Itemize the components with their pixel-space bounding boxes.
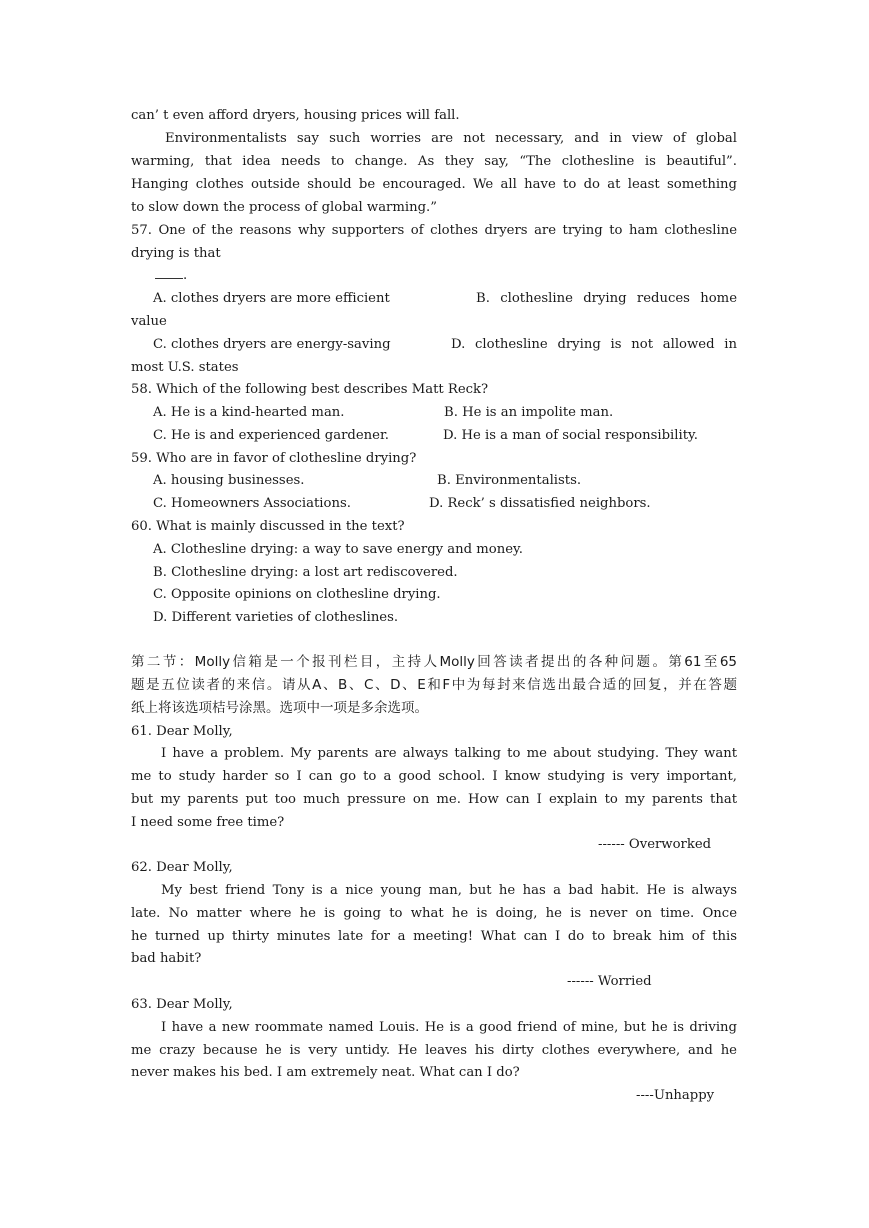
letter-62-body: bad habit? — [131, 951, 202, 966]
passage-line: Environmentalists say such worries are not necessary, and in view of global — [165, 131, 737, 146]
question-58-option: C. He is and experienced gardener. — [153, 428, 389, 443]
letter-62-body: he turned up thirty minutes late for a meeting! What can I do to break him of this — [131, 929, 737, 944]
letter-63-body: me crazy because he is very untidy. He leaves his dirty clothes everywhere, and he — [131, 1043, 737, 1058]
question-57-option-wrap: most U.S. states — [131, 360, 239, 375]
question-60-option: A. Clothesline drying: a way to save energy and money. — [153, 542, 523, 557]
letter-63-body: never makes his bed. I am extremely neat. What can I do? — [131, 1065, 520, 1080]
letter-61-heading: 61. Dear Molly, — [131, 724, 233, 739]
letter-61-signature: ------ Overworked — [598, 837, 712, 852]
letter-62-body: late. No matter where he is going to what he is doing, he is never on time. Once — [131, 906, 737, 921]
letter-63-heading: 63. Dear Molly, — [131, 997, 233, 1012]
question-60-option: D. Different varieties of clotheslines. — [153, 610, 399, 625]
letter-61-body: me to study harder so I can go to a good school. I know studying is very important, — [131, 769, 737, 784]
answer-blank — [155, 264, 183, 279]
passage-line: Hanging clothes outside should be encouraged. We all have to do at least something — [131, 177, 737, 192]
question-59-stem: 59. Who are in favor of clothesline drying? — [131, 451, 417, 466]
passage-line: to slow down the process of global warming.” — [131, 200, 437, 215]
question-57-blank: . — [155, 264, 761, 287]
section2-intro: 第二节：Molly信箱是一个报刊栏目，主持人Molly回答读者提出的各种问题。第61至65 — [131, 654, 737, 670]
question-57-option: D. clothesline drying is not allowed in — [451, 337, 737, 352]
question-59-option: B. Environmentalists. — [437, 473, 582, 488]
letter-61-body: but my parents put too much pressure on me. How can I explain to my parents that — [131, 792, 737, 807]
question-58-option: D. He is a man of social responsibility. — [443, 428, 698, 443]
question-59-option: A. housing businesses. — [153, 473, 305, 488]
letter-61-body: I need some free time? — [131, 815, 285, 830]
question-60-stem: 60. What is mainly discussed in the text? — [131, 519, 405, 534]
letter-62-body: My best friend Tony is a nice young man, but he has a bad habit. He is always — [161, 883, 737, 898]
question-57-option-wrap: value — [131, 314, 167, 329]
letter-63-signature: ----Unhappy — [636, 1088, 715, 1103]
question-58-stem: 58. Which of the following best describes Matt Reck? — [131, 382, 489, 397]
question-59-option: D. Reck’ s dissatisfied neighbors. — [429, 496, 651, 511]
question-57-option: A. clothes dryers are more efficient — [153, 291, 390, 306]
letter-62-heading: 62. Dear Molly, — [131, 860, 233, 875]
passage-line: can’ t even afford dryers, housing prices will fall. — [131, 108, 460, 123]
question-57-option: B. clothesline drying reduces home — [476, 291, 737, 306]
question-58-option: B. He is an impolite man. — [444, 405, 614, 420]
letter-61-body: I have a problem. My parents are always talking to me about studying. They want — [161, 746, 737, 761]
question-59-option: C. Homeowners Associations. — [153, 496, 351, 511]
question-58-option: A. He is a kind-hearted man. — [153, 405, 345, 420]
letter-62-signature: ------ Worried — [567, 974, 652, 989]
question-57-stem: 57. One of the reasons why supporters of clothes dryers are trying to ham clothesline — [131, 223, 737, 238]
question-57-option: C. clothes dryers are energy-saving — [153, 337, 391, 352]
question-60-option: B. Clothesline drying: a lost art rediscovered. — [153, 565, 458, 580]
letter-63-body: I have a new roommate named Louis. He is a good friend of mine, but he is driving — [161, 1020, 737, 1035]
question-57-stem: drying is that — [131, 246, 221, 261]
passage-line: warming, that idea needs to change. As they say, “The clothesline is beautiful”. — [131, 154, 737, 169]
question-60-option: C. Opposite opinions on clothesline drying. — [153, 587, 441, 602]
section2-intro: 纸上将该选项桔号涂黑。选项中一项是多余选项。 — [131, 700, 428, 716]
section2-intro: 题是五位读者的来信。请从A、B、C、D、E和F中为每封来信选出最合适的回复，并在答题 — [131, 677, 737, 693]
